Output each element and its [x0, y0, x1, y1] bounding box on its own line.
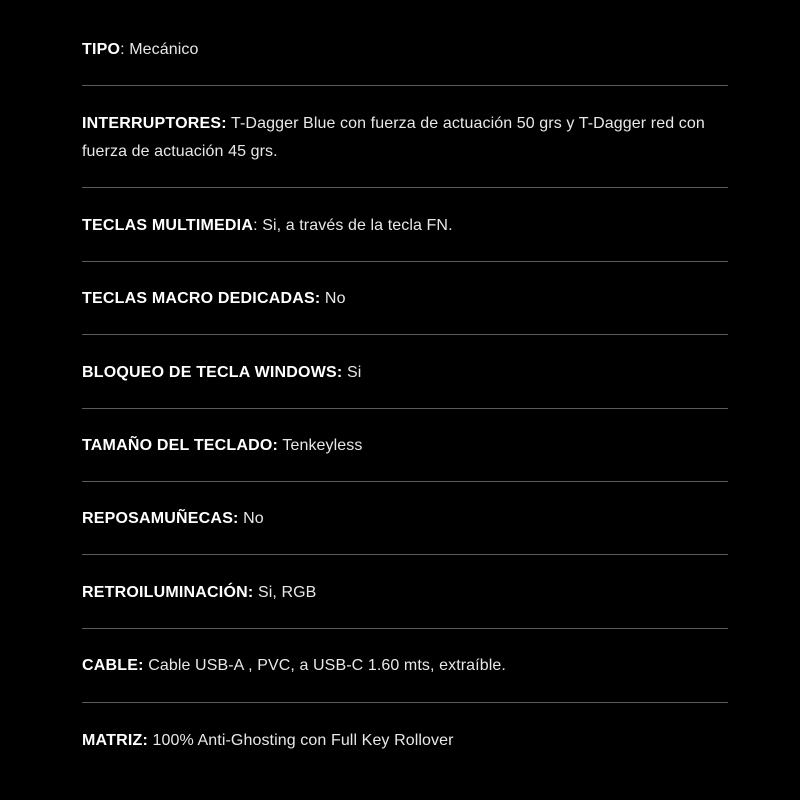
spec-row-retroiluminacion: [82, 579, 728, 607]
spec-value: T-Dagger Blue con fuerza de actuación 50 grs y T-Dagger red con fuerza de actuación 45 grs.: [82, 115, 705, 160]
spec-key: TECLAS MULTIMEDIA: [82, 217, 254, 234]
spec-value: Tenkeyless: [282, 437, 363, 454]
spec-key: TIPO: [82, 41, 121, 58]
spec-value: Mecánico: [129, 41, 199, 58]
divider: [82, 481, 728, 482]
spec-row-cable: [82, 652, 728, 680]
spec-key: TECLAS MACRO DEDICADAS:: [82, 290, 321, 307]
divider: [82, 85, 728, 86]
divider: [82, 702, 728, 703]
spec-key: REPOSAMUÑECAS:: [82, 510, 239, 527]
spec-value: Si, a través de la tecla FN.: [262, 217, 453, 234]
spec-row-bloqueo-windows: [82, 359, 728, 387]
spec-row-reposamunecas: [82, 505, 728, 533]
divider: [82, 628, 728, 629]
spec-separator: :: [120, 41, 130, 58]
spec-value: Si: [346, 364, 362, 381]
spec-key: BLOQUEO DE TECLA WINDOWS:: [82, 364, 343, 381]
spec-value: Cable USB-A , PVC, a USB-C 1.60 mts, extraíble.: [148, 657, 506, 674]
spec-key: RETROILUMINACIÓN:: [82, 584, 254, 601]
divider: [82, 334, 728, 335]
spec-row-interruptores: [82, 110, 728, 166]
spec-row-matriz: [82, 727, 728, 755]
spec-key: MATRIZ:: [82, 732, 148, 749]
divider: [82, 408, 728, 409]
divider: [82, 554, 728, 555]
spec-row-teclas-multimedia: [82, 212, 728, 240]
spec-value: Si, RGB: [257, 584, 317, 601]
spec-row-teclas-macro: [82, 285, 728, 313]
spec-value: 100% Anti-Ghosting con Full Key Rollover: [152, 732, 454, 749]
divider: [82, 187, 728, 188]
spec-key: INTERRUPTORES:: [82, 115, 227, 132]
divider: [82, 261, 728, 262]
spec-value: No: [243, 510, 264, 527]
spec-key: TAMAÑO DEL TECLADO:: [82, 437, 279, 454]
spec-separator: :: [253, 217, 263, 234]
spec-value: No: [324, 290, 346, 307]
spec-key: CABLE:: [82, 657, 144, 674]
spec-row-tamano-teclado: [82, 432, 728, 460]
spec-row-tipo: [82, 36, 728, 64]
